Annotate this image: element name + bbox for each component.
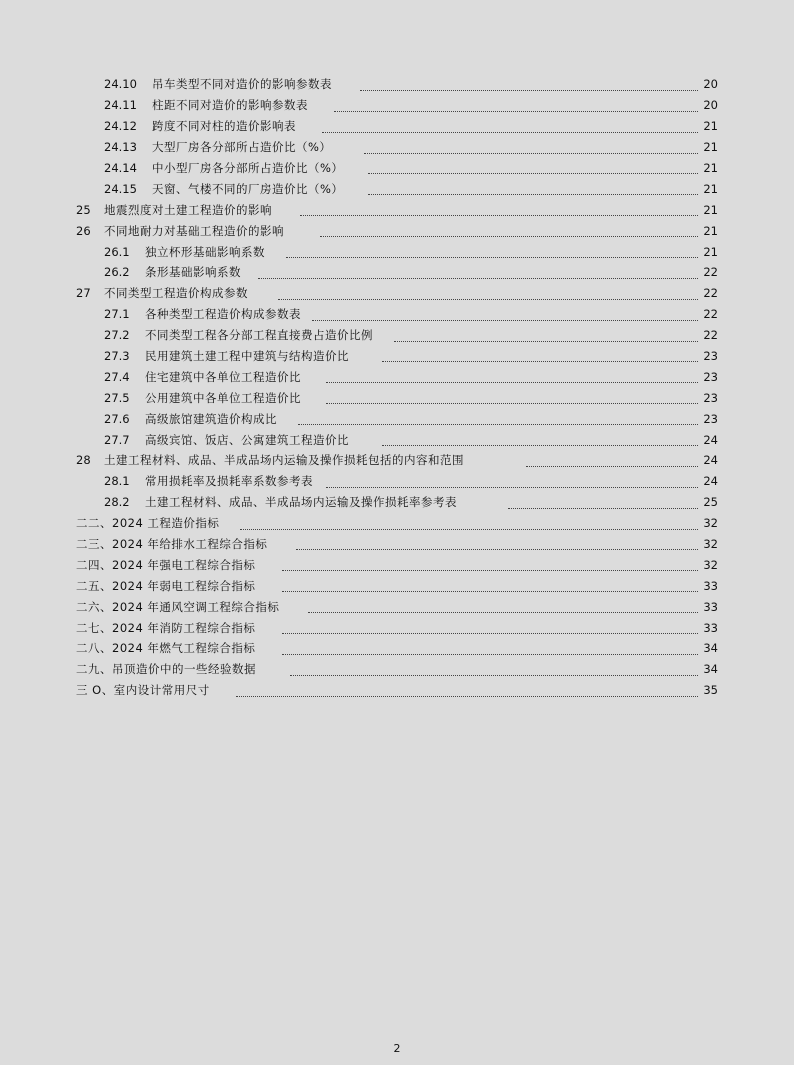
- dot-leader: [236, 696, 698, 697]
- toc-entry-title: 土建工程材料、成品、半成品场内运输及操作损耗包括的内容和范围: [104, 453, 464, 468]
- dot-leader: [282, 591, 698, 592]
- dot-leader: [240, 529, 698, 530]
- toc-entry-title: 不同类型工程造价构成参数: [104, 286, 248, 301]
- dot-leader: [282, 654, 698, 655]
- dot-leader: [326, 382, 698, 383]
- toc-entry[interactable]: [0, 659, 794, 680]
- toc-entry-page: 21: [703, 202, 718, 217]
- toc-entry-title: 条形基础影响系数: [145, 265, 241, 280]
- dot-leader: [526, 466, 698, 467]
- toc-entry[interactable]: [0, 575, 794, 596]
- toc-entry-number: 24.13: [104, 140, 137, 155]
- toc-entry-title: 天窗、气楼不同的厂房造价比（%）: [152, 181, 344, 196]
- toc-entry-number: 28.1: [104, 474, 130, 489]
- toc-entry-page: 23: [703, 349, 718, 364]
- toc-entry[interactable]: [0, 387, 794, 408]
- toc-entry-number: 27: [76, 286, 91, 301]
- toc-entry-number: 27.1: [104, 307, 130, 322]
- toc-entry-page: 24: [703, 453, 718, 468]
- toc-entry-number: 24.12: [104, 119, 137, 134]
- toc-entry-title: 中小型厂房各分部所占造价比（%）: [152, 161, 344, 175]
- toc-entry-page: 23: [703, 411, 718, 426]
- toc-entry[interactable]: [0, 534, 794, 555]
- toc-entry-title: 公用建筑中各单位工程造价比: [145, 390, 301, 405]
- toc-entry-title: 民用建筑土建工程中建筑与结构造价比: [145, 349, 349, 364]
- toc-entry[interactable]: [0, 471, 794, 492]
- toc-entry-number: 27.3: [104, 349, 130, 364]
- dot-leader: [286, 257, 698, 258]
- toc-entry-page: 35: [703, 683, 718, 698]
- toc-entry-page: 25: [703, 495, 718, 510]
- toc-entry-page: 33: [703, 620, 718, 635]
- toc-entry[interactable]: [0, 596, 794, 617]
- toc-entry-title: 二六、2024 年通风空调工程综合指标: [76, 599, 280, 614]
- toc-entry[interactable]: [0, 220, 794, 241]
- toc-entry-title: 住宅建筑中各单位工程造价比: [145, 369, 301, 384]
- toc-entry-page: 21: [703, 161, 718, 175]
- toc-entry[interactable]: [0, 158, 794, 179]
- toc-entry-page: 21: [703, 119, 718, 134]
- toc-entry[interactable]: [0, 199, 794, 220]
- dot-leader: [326, 403, 698, 404]
- toc-entry-page: 32: [703, 537, 718, 552]
- toc-entry-page: 22: [703, 265, 718, 280]
- dot-leader: [368, 173, 698, 174]
- toc-entry-title: 柱距不同对造价的影响参数表: [152, 98, 308, 113]
- toc-entry-title: 二九、吊顶造价中的一些经验数据: [76, 662, 256, 677]
- toc-entry-title: 二三、2024 年给排水工程综合指标: [76, 537, 268, 552]
- toc-entry[interactable]: [0, 554, 794, 575]
- toc-entry[interactable]: [0, 408, 794, 429]
- toc-entry-number: 27.5: [104, 390, 130, 405]
- toc-entry[interactable]: [0, 366, 794, 387]
- toc-entry-number: 27.7: [104, 432, 130, 447]
- dot-leader: [334, 111, 698, 112]
- toc-entry-number: 24.14: [104, 161, 137, 175]
- toc-entry-title: 三 O、室内设计常用尺寸: [76, 683, 210, 698]
- dot-leader: [322, 132, 698, 133]
- toc-entry[interactable]: [0, 178, 794, 199]
- toc-entry-page: 20: [703, 77, 718, 92]
- toc-entry-title: 二五、2024 年弱电工程综合指标: [76, 578, 256, 593]
- dot-leader: [298, 424, 698, 425]
- page-number: 2: [393, 1042, 401, 1055]
- toc-entry-page: 34: [703, 662, 718, 677]
- toc-entry-title: 各种类型工程造价构成参数表: [145, 307, 301, 322]
- toc-entry-title: 独立杯形基础影响系数: [145, 244, 265, 259]
- toc-entry[interactable]: [0, 137, 794, 158]
- dot-leader: [326, 487, 698, 488]
- toc-entry[interactable]: [0, 492, 794, 513]
- toc-entry-title: 二四、2024 年强电工程综合指标: [76, 557, 256, 572]
- toc-entry-page: 33: [703, 599, 718, 614]
- toc-entry-number: 28: [76, 453, 91, 468]
- toc-entry[interactable]: [0, 262, 794, 283]
- toc-entry-page: 23: [703, 369, 718, 384]
- toc-entry-title: 跨度不同对柱的造价影响表: [152, 119, 296, 134]
- toc-entry-title: 不同类型工程各分部工程直接费占造价比例: [145, 328, 373, 343]
- dot-leader: [368, 194, 698, 195]
- toc-entry-number: 24.11: [104, 98, 137, 113]
- dot-leader: [290, 675, 698, 676]
- toc-entry-page: 21: [703, 223, 718, 238]
- toc-entry[interactable]: [0, 325, 794, 346]
- dot-leader: [300, 215, 698, 216]
- toc-entry[interactable]: [0, 116, 794, 137]
- toc-entry[interactable]: [0, 617, 794, 638]
- toc-entry-number: 27.2: [104, 328, 130, 343]
- toc-entry[interactable]: [0, 638, 794, 659]
- toc-entry-title: 二七、2024 年消防工程综合指标: [76, 620, 256, 635]
- toc-entry[interactable]: [0, 680, 794, 701]
- toc-entry-number: 24.10: [104, 77, 137, 92]
- toc-entry-page: 24: [703, 474, 718, 489]
- toc-entry-page: 32: [703, 557, 718, 572]
- toc-entry-title: 高级宾馆、饭店、公寓建筑工程造价比: [145, 432, 349, 447]
- toc-entry-page: 24: [703, 432, 718, 447]
- toc-entry-number: 25: [76, 202, 91, 217]
- toc-entry-page: 22: [703, 286, 718, 301]
- toc-entry-page: 34: [703, 641, 718, 656]
- dot-leader: [364, 153, 698, 154]
- toc-entry-number: 24.15: [104, 181, 137, 196]
- toc-entry-number: 26.2: [104, 265, 130, 280]
- toc-entry-page: 32: [703, 516, 718, 531]
- dot-leader: [394, 341, 698, 342]
- toc-entry-number: 27.6: [104, 411, 130, 426]
- toc-entry-page: 21: [703, 140, 718, 155]
- dot-leader: [296, 549, 698, 550]
- dot-leader: [382, 445, 698, 446]
- toc-entry[interactable]: [0, 241, 794, 262]
- toc-entry-title: 高级旅馆建筑造价构成比: [145, 411, 277, 426]
- toc-entry[interactable]: [0, 74, 794, 95]
- dot-leader: [312, 320, 698, 321]
- toc-entry[interactable]: [0, 429, 794, 450]
- toc-entry[interactable]: [0, 304, 794, 325]
- toc-entry-page: 33: [703, 578, 718, 593]
- toc-entry-title: 土建工程材料、成品、半成品场内运输及操作损耗率参考表: [145, 495, 457, 510]
- dot-leader: [282, 570, 698, 571]
- toc-entry[interactable]: [0, 450, 794, 471]
- dot-leader: [282, 633, 698, 634]
- toc-entry-title: 常用损耗率及损耗率系数参考表: [145, 474, 313, 489]
- toc-entry[interactable]: [0, 346, 794, 367]
- toc-entry[interactable]: [0, 95, 794, 116]
- toc-entry-title: 地震烈度对土建工程造价的影响: [104, 202, 272, 217]
- toc-entry-page: 23: [703, 390, 718, 405]
- toc-entry-title: 吊车类型不同对造价的影响参数表: [152, 77, 332, 92]
- toc-entry-number: 26: [76, 223, 91, 238]
- dot-leader: [508, 508, 698, 509]
- toc-entry-title: 大型厂房各分部所占造价比（%）: [152, 140, 332, 155]
- dot-leader: [382, 361, 698, 362]
- dot-leader: [258, 278, 698, 279]
- dot-leader: [308, 612, 698, 613]
- toc-entry-title: 二八、2024 年燃气工程综合指标: [76, 641, 256, 656]
- toc-entry-page: 21: [703, 181, 718, 196]
- dot-leader: [320, 236, 698, 237]
- table-of-contents: [0, 74, 794, 701]
- toc-entry-number: 28.2: [104, 495, 130, 510]
- dot-leader: [278, 299, 698, 300]
- toc-entry-page: 21: [703, 244, 718, 259]
- toc-entry-page: 22: [703, 307, 718, 322]
- dot-leader: [360, 90, 698, 91]
- toc-entry[interactable]: [0, 513, 794, 534]
- toc-entry-page: 22: [703, 328, 718, 343]
- toc-entry-title: 二二、2024 工程造价指标: [76, 516, 220, 531]
- toc-entry[interactable]: [0, 283, 794, 304]
- toc-entry-title: 不同地耐力对基础工程造价的影响: [104, 223, 284, 238]
- toc-entry-number: 26.1: [104, 244, 130, 259]
- toc-entry-number: 27.4: [104, 369, 130, 384]
- toc-entry-page: 20: [703, 98, 718, 113]
